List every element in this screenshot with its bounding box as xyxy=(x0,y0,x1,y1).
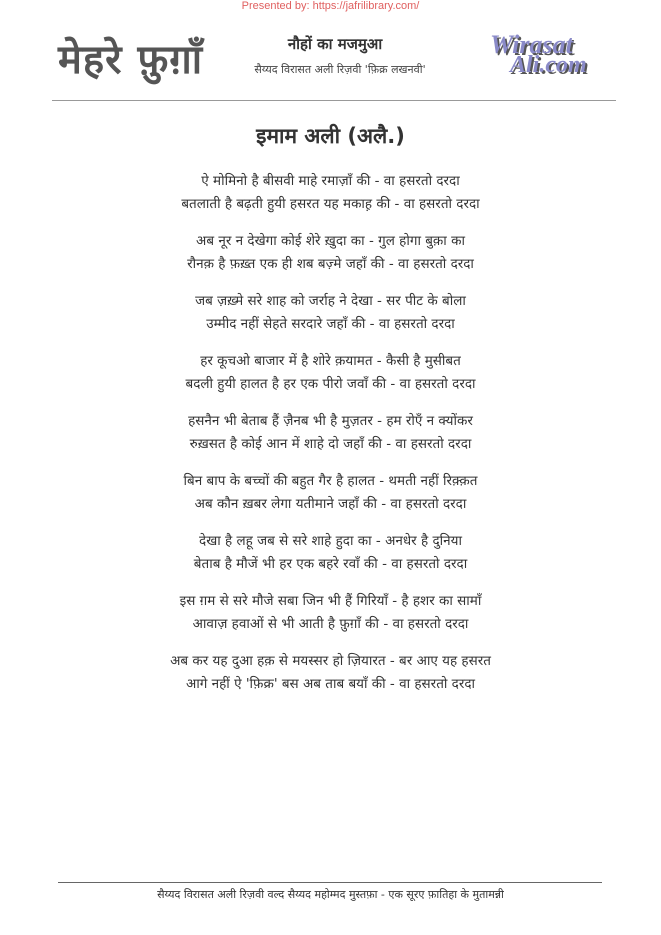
verse-line: बदली हुयी हालत है हर एक पीरो जवाँ की - वा हसरतो दरदा xyxy=(185,376,476,392)
book-title: मेहरे फ़ुग़ाँ xyxy=(58,37,204,83)
verse-line: अब कौन ख़बर लेगा यतीमाने जहाँ की - वा हसरतो दरदा xyxy=(194,496,467,512)
stanza-9 xyxy=(0,650,661,710)
verse-line: रुख़सत है कोई आन में शाहे दो जहाँ की - वा हसरतो दरदा xyxy=(189,436,472,452)
verse-line: बिन बाप के बच्चों की बहुत गैर है हालत - थमती नहीं रिक़्क़त xyxy=(183,473,478,489)
author-name: सैय्यद विरासत अली रिज़वी 'फ़िक्र लखनवी' xyxy=(254,63,426,76)
verse-line: अब कर यह दुआ हक़ से मयस्सर हो ज़ियारत - बर आए यह हसरत xyxy=(170,653,491,669)
stanza-8 xyxy=(0,590,661,650)
collection-title: नौहों का मजमुआ xyxy=(287,35,383,53)
stanza-3 xyxy=(0,290,661,350)
verse-line: इस ग़म से सरे मौजे सबा जिन भी हैं गिरियाँ - है हशर का सामाँ xyxy=(179,593,482,609)
verse-line: अब नूर न देखेगा कोई शेरे ख़ुदा का - गुल होगा बुक़ा का xyxy=(196,233,465,249)
verse-line: उम्मीद नहीं सेहते सरदारे जहाँ की - वा हसरतो दरदा xyxy=(206,316,455,332)
wirasat-ali-logo xyxy=(488,30,613,80)
presented-by-link[interactable]: Presented by: https://jafrilibrary.com/ xyxy=(241,0,420,12)
stanza-1 xyxy=(0,170,661,230)
verse-line: बेताब है मौजें भी हर एक बहरे रवाँ की - वा हसरतो दरदा xyxy=(193,556,468,572)
logo-line-2: Ali.com xyxy=(510,52,587,78)
logo-line-1: Wirasat xyxy=(490,30,573,59)
header-divider xyxy=(52,100,616,101)
stanza-6 xyxy=(0,470,661,530)
poem-body xyxy=(0,170,661,710)
stanza-4 xyxy=(0,350,661,410)
verse-line: बतलाती है बढ़ती हुयी हसरत यह मकाह़ की - वा हसरतो दरदा xyxy=(181,196,480,212)
verse-line: आवाज़ हवाओं से भी आती है फ़ुग़ाँ की - वा हसरतो दरदा xyxy=(192,616,469,632)
verse-line: हर कूचओ बाजार में है शोरे क़यामत - कैसी है मुसीबत xyxy=(200,353,461,369)
verse-line: रौनक़ है फ़ख़्त एक ही शब बज़्मे जहाँ की - वा हसरतो दरदा xyxy=(187,256,474,272)
verse-line: ऐ मोमिनो है बीसवी माहे रमाज़ाँ की - वा हसरतो दरदा xyxy=(201,173,460,189)
footer-divider xyxy=(58,882,602,883)
footer-dedication: सैय्यद विरासत अली रिज़वी वल्द सैय्यद महोम्मद मुस्तफ़ा - एक सूरए फ़ातिहा के मुतामन्नी xyxy=(157,888,504,901)
verse-line: आगे नहीं ऐ 'फ़िक्र' बस अब ताब बयाँ की - वा हसरतो दरदा xyxy=(185,676,476,692)
verse-line: हसनैन भी बेताब हैं ज़ैनब भी है मुज़तर - हम रोएँ न क्योंकर xyxy=(188,413,473,429)
verse-line: देखा है लहू जब से सरे शाहे हुदा का - अनधेर है दुनिया xyxy=(199,533,462,549)
poem-title: इमाम अली (अलै.) xyxy=(256,124,405,148)
verse-line: जब ज़ख़्मे सरे शाह को जर्राह ने देखा - सर पीट के बोला xyxy=(195,293,466,309)
stanza-7 xyxy=(0,530,661,590)
stanza-2 xyxy=(0,230,661,290)
stanza-5 xyxy=(0,410,661,470)
